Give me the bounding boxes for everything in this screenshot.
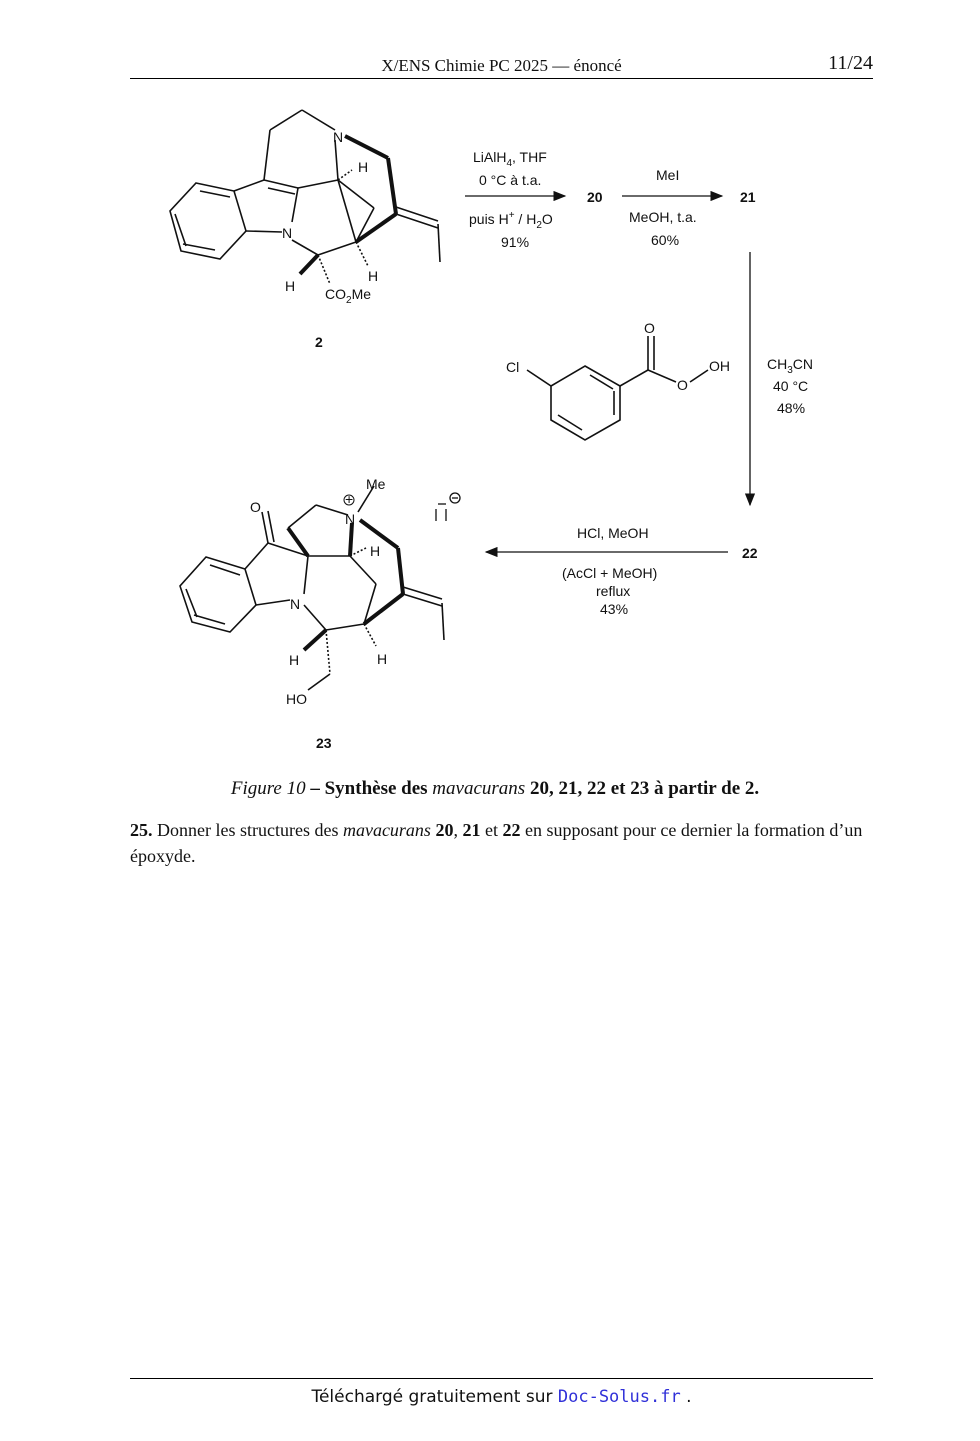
compound-2-label: 2 <box>315 334 323 350</box>
step4-reagent: HCl, MeOH <box>577 525 649 541</box>
caption-word: mavacurans <box>432 778 526 799</box>
page-number: 11/24 <box>828 52 873 74</box>
compound-21-label: 21 <box>740 189 756 205</box>
ammonium-nitrogen-label: N <box>345 511 356 527</box>
figure-label: Figure 10 <box>230 778 306 799</box>
compound-22-label: 22 <box>742 545 758 561</box>
footer-end: . <box>680 1387 692 1407</box>
hydroxyl-label: HO <box>286 691 307 707</box>
question-number: 25. <box>130 820 153 840</box>
step1-workup: puis $H^+ / H_2O$ <box>469 210 553 231</box>
ester-label: $CO_2Me$ <box>325 286 372 306</box>
reaction-scheme <box>0 80 980 770</box>
figure-caption <box>130 778 860 800</box>
oxygen-label: O <box>677 377 688 393</box>
step2-yield: 60% <box>651 232 680 248</box>
methyl-label: Me <box>366 476 386 492</box>
hydrogen-label: H <box>285 278 296 294</box>
caption-dash: – Synthèse des <box>305 778 433 799</box>
question-word: mavacurans <box>342 820 431 840</box>
molecule-23 <box>180 486 444 690</box>
nitrogen-label: N <box>282 225 293 241</box>
footer-divider <box>130 1378 873 1379</box>
step4-conditions: reflux <box>596 583 631 599</box>
hydrogen-label: H <box>289 652 300 668</box>
step3-solvent: $CH_3CN$ <box>767 356 814 376</box>
step1-reagent: LiAlH$_4$, THF <box>473 149 547 169</box>
step3-yield: 48% <box>777 400 806 416</box>
oxygen-label: O <box>644 320 655 336</box>
page-header <box>130 52 873 79</box>
question-text-a: Donner les structures des <box>157 820 343 840</box>
nitrogen-label: N <box>290 596 301 612</box>
plus-sign-icon: + <box>345 491 354 507</box>
compound-20-label: 20 <box>587 189 603 205</box>
footer-text: Téléchargé gratuitement sur <box>311 1387 558 1407</box>
header-title: X/ENS Chimie PC 2025 — énoncé <box>381 56 622 75</box>
compound-23-label: 23 <box>316 735 332 751</box>
step4-yield: 43% <box>600 601 629 617</box>
caption-rest: 20, 21, 22 et 23 à partir de 2. <box>525 778 760 799</box>
step1-yield: 91% <box>501 234 530 250</box>
question-25: 25. Donner les structures des mavacurans 20, 21 et 22 en supposant pour ce dernier la formation d’un époxyde. <box>130 820 863 866</box>
hydrogen-label: H <box>358 159 369 175</box>
ketone-oxygen-label: O <box>250 499 261 515</box>
nitrogen-label: N <box>333 129 344 145</box>
hydroxyl-label: OH <box>709 358 730 374</box>
hydrogen-label: H <box>368 268 379 284</box>
molecule-2 <box>170 110 440 284</box>
question-text-c: en supposant pour ce dernier la formation d’un époxyde. <box>130 820 863 866</box>
page-footer <box>130 1387 873 1407</box>
question-compound-21: 21 <box>462 820 481 840</box>
step2-conditions: MeOH, t.a. <box>629 209 697 225</box>
question-compound-22: 22 <box>502 820 521 840</box>
step2-reagent: MeI <box>656 167 680 183</box>
chloride-counterion <box>436 493 460 521</box>
step3-temperature: 40 °C <box>773 378 809 394</box>
chloro-label: Cl <box>506 359 520 375</box>
footer-link[interactable]: Doc-Solus.fr <box>557 1387 681 1407</box>
hydrogen-label: H <box>377 651 388 667</box>
hydrogen-label: H <box>370 543 381 559</box>
question-compound-20: 20 <box>435 820 454 840</box>
step1-temperature: 0 °C à t.a. <box>479 172 542 188</box>
step4-note: (AcCl + MeOH) <box>562 565 658 581</box>
